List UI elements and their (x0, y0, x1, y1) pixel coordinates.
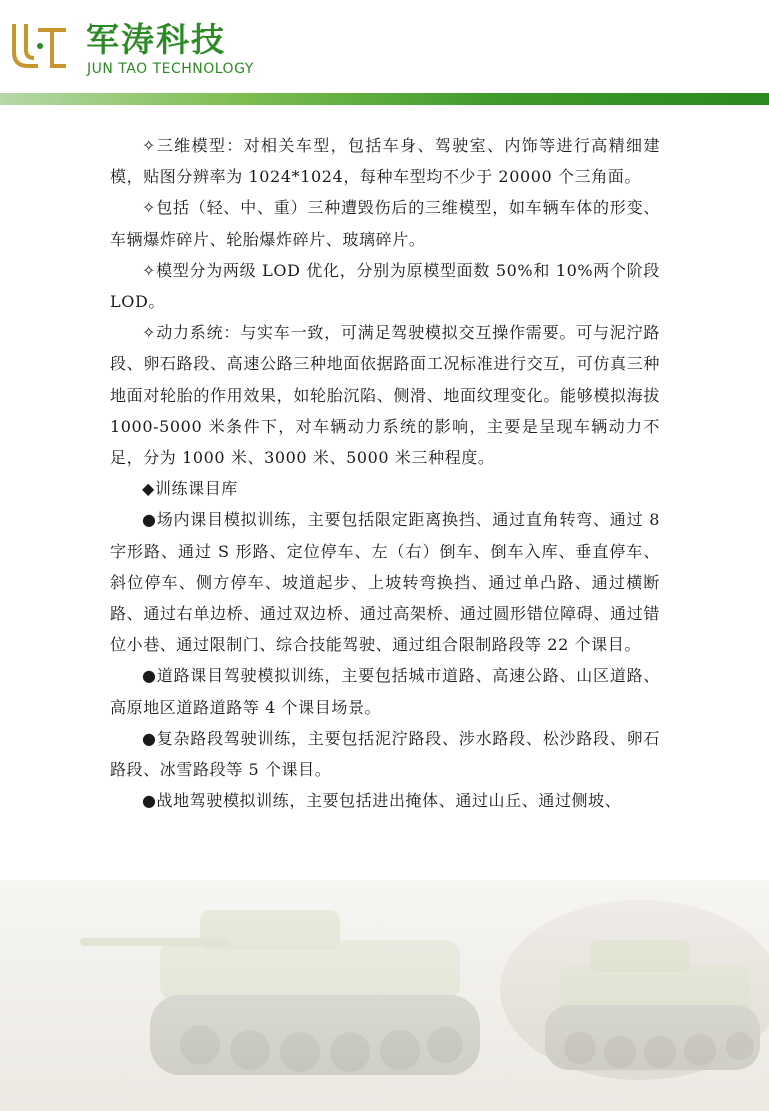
page-header (0, 0, 769, 106)
body-content (110, 130, 660, 816)
paragraph-3d-model: ✧三维模型：对相关车型，包括车身、驾驶室、内饰等进行高精细建模，贴图分辨率为 1024*1024，每种车型均不少于 20000 个三角面。 (110, 136, 660, 187)
jt-logo-icon (8, 20, 72, 74)
paragraph-battlefield-driving: ●战地驾驶模拟训练，主要包括进出掩体、通过山丘、通过侧坡、 (142, 791, 622, 811)
section-heading-training-library: ◆训练课目库 (142, 479, 238, 499)
paragraph-field-training: ●场内课目模拟训练，主要包括限定距离换挡、通过直角转弯、通过 8 字形路、通过 S 形路、定位停车、左（右）倒车、倒车入库、垂直停车、斜位停车、侧方停车、坡道起步、上坡转弯换挡、通过单凸路、通过横断路、通过右单边桥、通过双边桥、通过高架桥、通过圆形错位障碍、通过错位小巷、通过限制门、综合技能驾驶、通过组合限制路段等 22 个课目。 (110, 510, 660, 655)
paragraph-complex-road: ●复杂路段驾驶训练，主要包括泥泞路段、涉水路段、松沙路段、卵石路段、冰雪路段等 5 个课目。 (110, 728, 660, 780)
paragraph-road-training: ●道路课目驾驶模拟训练，主要包括城市道路、高速公路、山区道路、高原地区道路道路等 4 个课目场景。 (110, 666, 660, 717)
company-name-cn: 军涛科技 (86, 20, 226, 59)
paragraph-power-system: ✧动力系统：与实车一致，可满足驾驶模拟交互操作需要。可与泥泞路段、卵石路段、高速公路三种地面依据路面工况标准进行交互，可仿真三种地面对轮胎的作用效果，如轮胎沉陷、侧滑、地面纹理变化。能够模拟海拔 1000-5000 米条件下，对车辆动力系统的影响，主要是呈现车辆动力不足，分为 1000 米、3000 米、5000 米三种程度。 (110, 323, 660, 468)
paragraph-damage-models: ✧包括（轻、中、重）三种遭毁伤后的三维模型，如车辆车体的形变、车辆爆炸碎片、轮胎爆炸碎片、玻璃碎片。 (110, 198, 660, 249)
company-name-en: JUN TAO TECHNOLOGY (87, 61, 254, 77)
header-green-bar (0, 93, 769, 105)
paragraph-lod: ✧模型分为两级 LOD 优化，分别为原模型面数 50%和 10%两个阶段 LOD。 (110, 260, 660, 312)
